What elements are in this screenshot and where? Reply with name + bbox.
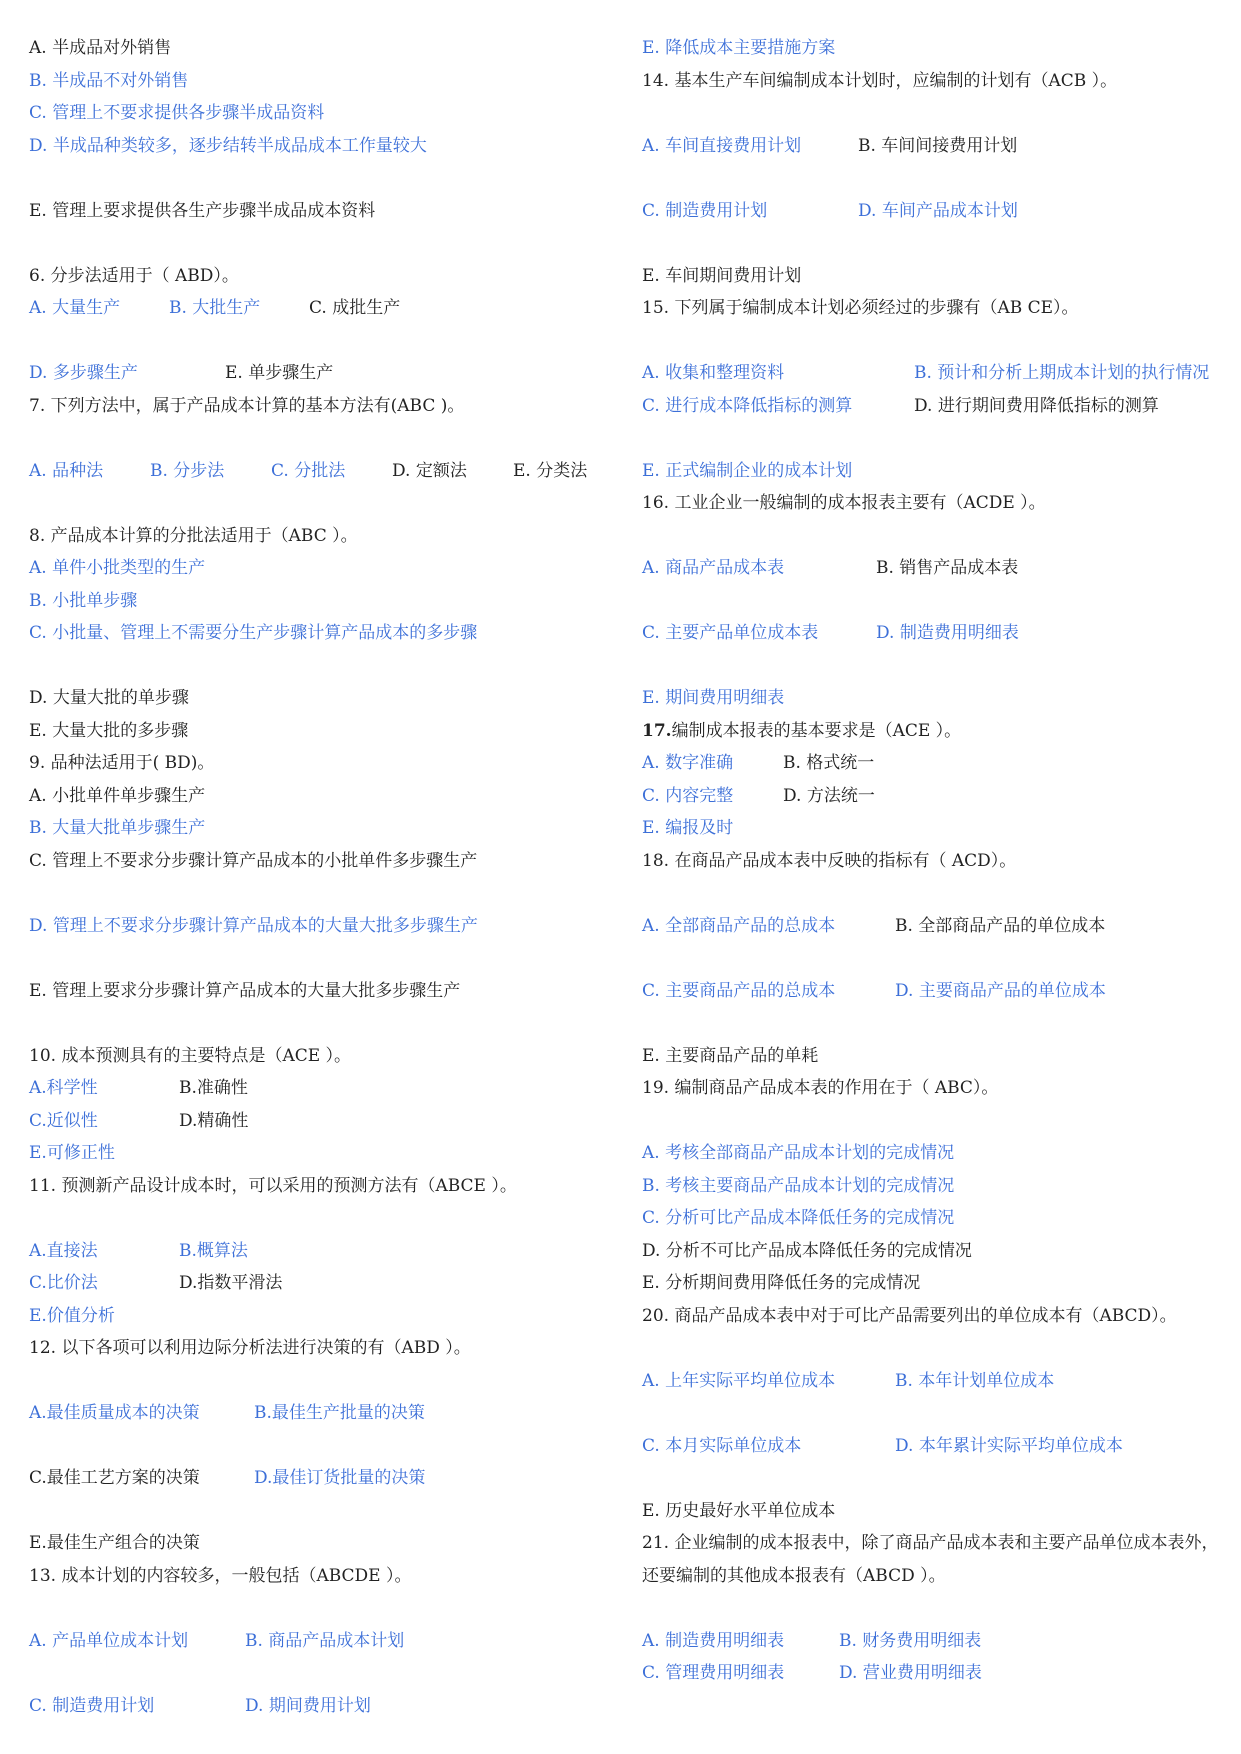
text-line [29,1527,619,1560]
answer-option-highlighted: A. 数字准确 [642,753,734,773]
text-line [642,1300,1222,1333]
text-segment: 17. [642,720,672,741]
text-line [642,617,1222,650]
text-line [642,812,1222,845]
text-line [642,682,1222,715]
blank-line [29,1592,619,1625]
text-line [642,455,1222,488]
text-line [29,1235,619,1268]
answer-option-highlighted: B. 大批生产 [169,298,261,318]
text-segment: B. 车间间接费用计划 [858,135,1018,156]
answer-option-highlighted: C. 内容完整 [642,785,734,806]
text-line [29,1397,619,1430]
text-segment: 13. 成本计划的内容较多，一般包括（ABCDE ）。 [29,1565,412,1586]
text-line [29,1462,619,1495]
text-segment: 14. 基本生产车间编制成本计划时，应编制的计划有（ACB ）。 [642,70,1118,91]
answer-option-highlighted: C. 管理费用明细表 [642,1663,785,1683]
text-segment: C.最佳工艺方案的决策 [29,1468,200,1488]
text-segment: C. 成批生产 [309,298,401,318]
text-line [29,520,619,553]
answer-option-highlighted: E. 降低成本主要措施方案 [642,38,836,58]
blank-line [29,650,619,683]
text-segment: A. 小批单件单步骤生产 [29,785,206,806]
text-segment: D. 方法统一 [783,785,875,806]
answer-option-highlighted: A. 车间直接费用计划 [642,135,802,156]
text-line [29,1690,619,1723]
blank-line [29,1430,619,1463]
blank-line [29,1007,619,1040]
text-segment: 19. 编制商品产品成本表的作用在于（ ABC）。 [642,1078,999,1098]
text-line [642,1657,1222,1690]
text-line [29,390,619,423]
text-line [642,1235,1222,1268]
answer-option-highlighted: D. 营业费用明细表 [839,1663,982,1683]
blank-line [29,325,619,358]
answer-option-highlighted: A. 品种法 [29,460,104,481]
text-line [642,1170,1222,1203]
answer-option-highlighted: B. 考核主要商品产品成本计划的完成情况 [642,1175,955,1196]
text-line [29,1105,619,1138]
text-line [642,1527,1222,1592]
blank-line [642,650,1222,683]
blank-line [29,487,619,520]
text-line [29,1625,619,1658]
text-segment: 10. 成本预测具有的主要特点是（ACE ）。 [29,1045,352,1066]
text-line [29,682,619,715]
answer-option-highlighted: B. 半成品不对外销售 [29,70,189,91]
text-segment: E. 管理上要求分步骤计算产品成本的大量大批多步骤生产 [29,980,461,1001]
blank-line [642,1105,1222,1138]
answer-option-highlighted: C.比价法 [29,1273,98,1293]
text-line [29,357,619,390]
text-segment: D.指数平滑法 [179,1273,283,1293]
text-segment: B. 格式统一 [783,753,875,773]
text-line [642,845,1222,878]
text-segment: E.最佳生产组合的决策 [29,1533,200,1553]
text-segment: 编制成本报表的基本要求是（ACE ）。 [671,720,962,741]
text-line [642,65,1222,98]
text-line [642,130,1222,163]
answer-option-highlighted: A.科学性 [29,1078,98,1098]
text-segment: E. 历史最好水平单位成本 [642,1500,836,1521]
answer-option-highlighted: E. 正式编制企业的成本计划 [642,460,853,481]
text-line [642,747,1222,780]
blank-line [642,97,1222,130]
answer-option-highlighted: C. 分批法 [271,460,346,481]
blank-line [29,1495,619,1528]
answer-option-highlighted: A. 考核全部商品产品成本计划的完成情况 [642,1143,955,1163]
text-segment: B.准确性 [179,1078,248,1098]
answer-option-highlighted: A.最佳质量成本的决策 [29,1403,200,1423]
text-segment: 11. 预测新产品设计成本时，可以采用的预测方法有（ABCE ）。 [29,1175,517,1196]
blank-line [642,1007,1222,1040]
answer-option-highlighted: A. 产品单位成本计划 [29,1630,189,1651]
answer-option-highlighted: C. 制造费用计划 [642,200,768,221]
text-line [29,130,619,163]
answer-option-highlighted: D. 多步骤生产 [29,363,138,383]
text-line [642,292,1222,325]
text-segment: 6. 分步法适用于（ ABD）。 [29,265,239,286]
answer-option-highlighted: B. 预计和分析上期成本计划的执行情况 [914,363,1210,383]
text-line [642,975,1222,1008]
blank-line [29,162,619,195]
blank-line [642,1397,1222,1430]
text-segment: E. 单步骤生产 [225,363,334,383]
blank-line [29,1365,619,1398]
blank-line [642,1462,1222,1495]
text-segment: 8. 产品成本计算的分批法适用于（ABC ）。 [29,525,358,546]
answer-option-highlighted: B. 财务费用明细表 [839,1630,982,1651]
text-line [29,617,619,650]
text-segment: D. 分析不可比产品成本降低任务的完成情况 [642,1240,972,1261]
answer-option-highlighted: E. 编报及时 [642,818,734,838]
text-segment: B. 销售产品成本表 [876,558,1019,578]
text-segment: 16. 工业企业一般编制的成本报表主要有（ACDE ）。 [642,493,1046,513]
text-segment: D. 定额法 [392,460,467,481]
text-line [642,1072,1222,1105]
text-line [642,357,1222,390]
text-segment: 12. 以下各项可以利用边际分析法进行决策的有（ABD ）。 [29,1338,471,1358]
text-line [642,390,1222,423]
text-segment: 18. 在商品产品成本表中反映的指标有（ ACD）。 [642,850,1017,871]
text-line [29,1072,619,1105]
text-segment: E. 分类法 [513,460,588,481]
answer-option-highlighted: D. 制造费用明细表 [876,623,1019,643]
blank-line [642,325,1222,358]
answer-option-highlighted: A.直接法 [29,1240,98,1261]
text-line [29,845,619,878]
answer-option-highlighted: D. 管理上不要求分步骤计算产品成本的大量大批多步骤生产 [29,915,478,936]
answer-option-highlighted: A. 上年实际平均单位成本 [642,1370,836,1391]
text-segment: E. 分析期间费用降低任务的完成情况 [642,1273,921,1293]
right-column [642,32,1222,1690]
answer-option-highlighted: D. 半成品种类较多，逐步结转半成品成本工作量较大 [29,135,427,156]
answer-option-highlighted: A. 制造费用明细表 [642,1630,785,1651]
text-segment: C. 管理上不要求分步骤计算产品成本的小批单件多步骤生产 [29,850,478,871]
answer-option-highlighted: B.概算法 [179,1240,248,1261]
text-line [642,487,1222,520]
text-line [29,910,619,943]
text-line [29,1267,619,1300]
text-line [642,260,1222,293]
answer-option-highlighted: C. 制造费用计划 [29,1695,155,1716]
text-segment: D. 进行期间费用降低指标的测算 [914,395,1159,416]
text-line [29,1137,619,1170]
text-segment: E. 管理上要求提供各生产步骤半成品成本资料 [29,200,376,221]
text-line [29,1332,619,1365]
text-line [29,97,619,130]
answer-option-highlighted: E.可修正性 [29,1143,115,1163]
text-segment: A. 半成品对外销售 [29,38,172,58]
answer-option-highlighted: B. 商品产品成本计划 [245,1630,405,1651]
text-line [29,552,619,585]
text-segment: D.精确性 [179,1110,249,1131]
text-line [29,1040,619,1073]
blank-line [29,1202,619,1235]
text-line [642,552,1222,585]
blank-line [29,877,619,910]
text-line [29,780,619,813]
answer-option-highlighted: B. 大量大批单步骤生产 [29,818,206,838]
answer-option-highlighted: C. 管理上不要求提供各步骤半成品资料 [29,103,325,123]
text-line [642,1202,1222,1235]
blank-line [642,1592,1222,1625]
text-segment: 7. 下列方法中，属于产品成本计算的基本方法有(ABC )。 [29,395,465,416]
answer-option-highlighted: A. 全部商品产品的总成本 [642,915,836,936]
text-line [642,1625,1222,1658]
text-line [29,195,619,228]
text-segment: D. 大量大批的单步骤 [29,688,189,708]
answer-option-highlighted: E.价值分析 [29,1305,115,1326]
text-line [642,32,1222,65]
text-line [29,1300,619,1333]
blank-line [29,1657,619,1690]
answer-option-highlighted: D.最佳订货批量的决策 [254,1468,426,1488]
blank-line [29,227,619,260]
left-column [29,32,619,1722]
text-segment: 20. 商品产品成本表中对于可比产品需要列出的单位成本有（ABCD）。 [642,1305,1177,1326]
answer-option-highlighted: C. 本月实际单位成本 [642,1435,802,1456]
text-line [642,1430,1222,1463]
blank-line [642,1332,1222,1365]
blank-line [29,422,619,455]
text-segment: 21. 企业编制的成本报表中，除了商品产品成本表和主要产品单位成本表外，还要编制的其他成本报表有（ABCD ）。 [642,1533,1219,1586]
text-line [29,1170,619,1203]
text-line [29,1560,619,1593]
answer-option-highlighted: A. 商品产品成本表 [642,558,785,578]
text-line [642,1365,1222,1398]
text-line [642,1267,1222,1300]
blank-line [642,227,1222,260]
text-line [642,780,1222,813]
text-line [29,715,619,748]
text-line [29,32,619,65]
answer-option-highlighted: D. 车间产品成本计划 [858,200,1018,221]
answer-option-highlighted: C. 主要产品单位成本表 [642,623,819,643]
text-segment: B. 全部商品产品的单位成本 [895,915,1106,936]
answer-option-highlighted: B. 本年计划单位成本 [895,1370,1055,1391]
answer-option-highlighted: E. 期间费用明细表 [642,688,785,708]
text-segment: 9. 品种法适用于( BD)。 [29,753,215,773]
answer-option-highlighted: C. 小批量、管理上不需要分生产步骤计算产品成本的多步骤 [29,623,478,643]
answer-option-highlighted: D. 本年累计实际平均单位成本 [895,1435,1123,1456]
text-line [29,292,619,325]
blank-line [642,585,1222,618]
text-line [29,975,619,1008]
text-line [29,455,619,488]
answer-option-highlighted: C.近似性 [29,1110,98,1131]
text-line [642,195,1222,228]
answer-option-highlighted: B.最佳生产批量的决策 [254,1403,425,1423]
answer-option-highlighted: C. 进行成本降低指标的测算 [642,395,853,416]
answer-option-highlighted: B. 小批单步骤 [29,590,138,611]
answer-option-highlighted: A. 收集和整理资料 [642,363,785,383]
blank-line [642,422,1222,455]
text-segment: E. 主要商品产品的单耗 [642,1045,819,1066]
blank-line [642,877,1222,910]
text-line [29,260,619,293]
text-line [29,747,619,780]
text-line [29,812,619,845]
answer-option-highlighted: C. 主要商品产品的总成本 [642,980,836,1001]
answer-option-highlighted: B. 分步法 [150,460,225,481]
blank-line [642,520,1222,553]
blank-line [29,942,619,975]
answer-option-highlighted: D. 主要商品产品的单位成本 [895,980,1106,1001]
text-segment: E. 车间期间费用计划 [642,265,802,286]
answer-option-highlighted: A. 大量生产 [29,298,121,318]
text-line [29,65,619,98]
blank-line [642,162,1222,195]
text-line [642,1137,1222,1170]
blank-line [642,942,1222,975]
answer-option-highlighted: A. 单件小批类型的生产 [29,558,206,578]
text-line [642,1040,1222,1073]
text-line [29,585,619,618]
text-segment: E. 大量大批的多步骤 [29,720,189,741]
text-line [642,910,1222,943]
answer-option-highlighted: D. 期间费用计划 [245,1695,371,1716]
text-segment: 15. 下列属于编制成本计划必须经过的步骤有（AB CE）。 [642,298,1079,318]
text-line [642,715,1222,748]
text-line [642,1495,1222,1528]
answer-option-highlighted: C. 分析可比产品成本降低任务的完成情况 [642,1208,955,1228]
